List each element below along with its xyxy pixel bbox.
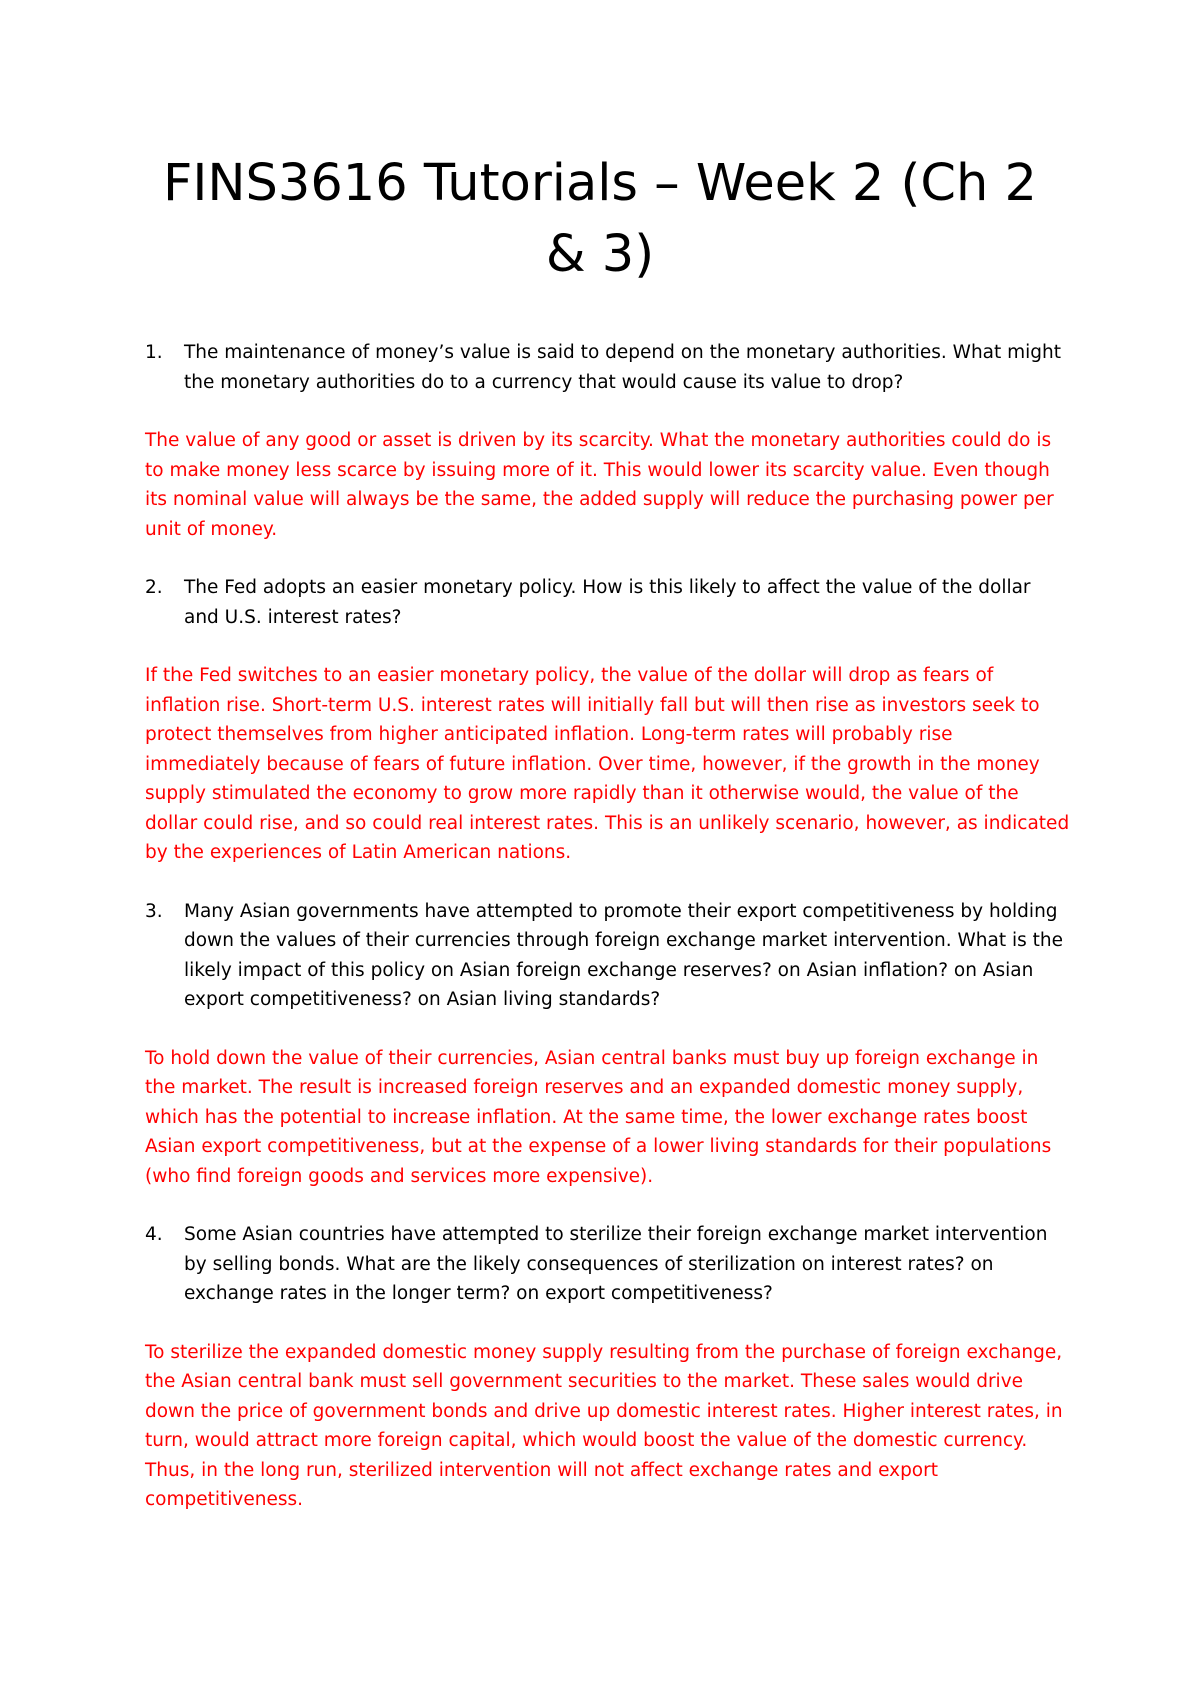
question-text: The Fed adopts an easier monetary policy. How is this likely to affect the value of the dollar and U.S. interest rates?: [184, 577, 1031, 628]
question-4: [145, 1220, 1070, 1309]
answer-1: The value of any good or asset is driven by its scarcity. What the monetary authorities could do is to make money less scarce by issuing more of it. This would lower its scarcity value. Even though its nominal value will always be the same, the added supply will reduce the purchasing power per unit of money.: [145, 430, 1054, 540]
question-text: Some Asian countries have attempted to sterilize their foreign exchange market intervention by selling bonds. What are the likely consequences of sterilization on interest rates? on exchange rates in the longer term? on export competitiveness?: [184, 1224, 1048, 1304]
question-text: The maintenance of money’s value is said to depend on the monetary authorities. What might the monetary authorities do to a currency that would cause its value to drop?: [184, 342, 1062, 393]
question-number: 1.: [145, 342, 163, 363]
answer-2: If the Fed switches to an easier monetary policy, the value of the dollar will drop as fears of inflation rise. Short-term U.S. interest rates will initially fall but will then rise as investors seek to protect themselves from higher anticipated inflation. Long-term rates will probably rise immediately because of fears of future inflation. Over time, however, if the growth in the money supply stimulated the economy to grow more rapidly than it otherwise would, the value of the dollar could rise, and so could real interest rates. This is an unlikely scenario, however, as indicated by the experiences of Latin American nations.: [145, 665, 1070, 863]
question-2: [145, 573, 1070, 632]
question-text: Many Asian governments have attempted to promote their export competitiveness by holding down the values of their currencies through foreign exchange market intervention. What is the likely impact of this policy on Asian foreign exchange reserves? on Asian inflation? on Asian export competitiveness? on Asian living standards?: [184, 900, 1064, 1010]
answer-4: To sterilize the expanded domestic money supply resulting from the purchase of foreign exchange, the Asian central bank must sell government securities to the market. These sales would drive down the price of government bonds and drive up domestic interest rates. Higher interest rates, in turn, would attract more foreign capital, which would boost the value of the domestic currency. Thus, in the long run, sterilized intervention will not affect exchange rates and export competitiveness.: [145, 1341, 1063, 1510]
question-1: [145, 338, 1070, 397]
question-number: 2.: [145, 577, 163, 598]
document-body: [145, 338, 1070, 1544]
question-number: 4.: [145, 1224, 163, 1245]
answer-3: To hold down the value of their currencies, Asian central banks must buy up foreign exchange in the market. The result is increased foreign reserves and an expanded domestic money supply, which has the potential to increase inflation. At the same time, the lower exchange rates boost Asian export competitiveness, but at the expense of a lower living standards for their populations (who find foreign goods and services more expensive).: [145, 1047, 1052, 1187]
question-3: [145, 897, 1070, 1015]
document-title: FINS3616 Tutorials – Week 2 (Ch 2 & 3): [163, 154, 1037, 284]
question-number: 3.: [145, 900, 163, 922]
